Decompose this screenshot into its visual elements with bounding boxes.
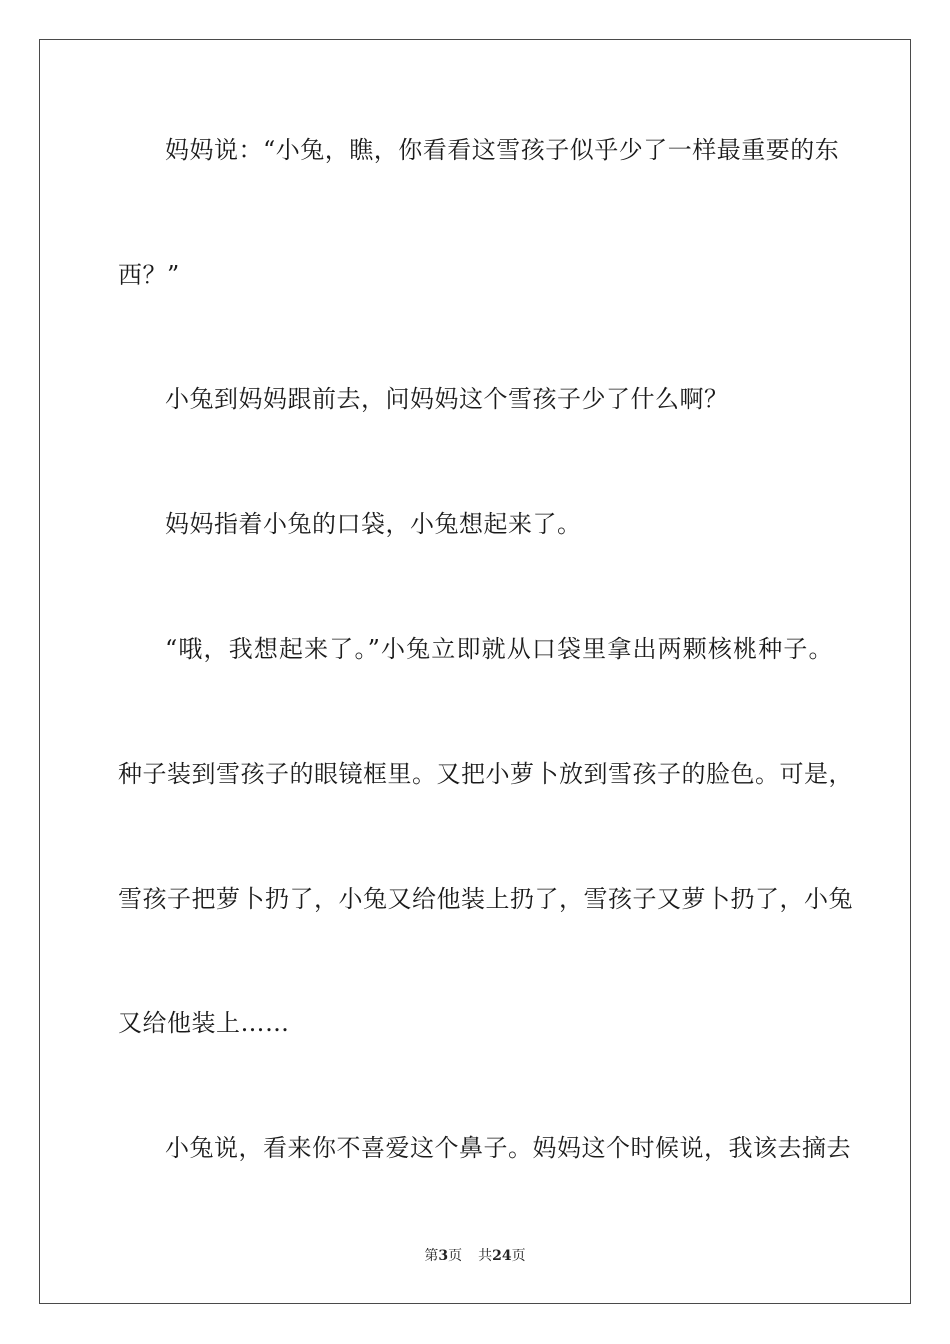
page-total-suffix: 页 [511,1248,526,1264]
paragraph-line-2: 西？” [118,261,180,289]
paragraph-line-6: 种子装到雪孩子的眼镜框里。又把小萝卜放到雪孩子的脸色。可是， [118,760,853,788]
page-number-total: 24 [492,1248,512,1264]
paragraph-line-9: 小兔说，看来你不喜爱这个鼻子。妈妈这个时候说，我该去摘去 [165,1134,851,1162]
paragraph-line-4: 妈妈指着小兔的口袋，小兔想起来了。 [165,510,582,538]
page-border [39,39,911,1304]
paragraph-line-3: 小兔到妈妈跟前去，问妈妈这个雪孩子少了什么啊？ [165,385,729,413]
paragraph-line-8: 又给他装上…… [118,1009,290,1037]
page-number-suffix: 页 [448,1248,463,1264]
paragraph-line-7: 雪孩子把萝卜扔了，小兔又给他装上扔了，雪孩子又萝卜扔了，小兔 [118,885,853,913]
page-number-prefix: 第 [424,1248,439,1264]
page-total-prefix: 共 [478,1248,493,1264]
paragraph-line-5: “哦，我想起来了。”小兔立即就从口袋里拿出两颗核桃种子。 [165,635,833,663]
paragraph-line-1: 妈妈说：“小兔，瞧，你看看这雪孩子似乎少了一样最重要的东 [165,136,840,164]
page-number-current: 3 [438,1248,449,1264]
page-footer [0,1247,950,1265]
